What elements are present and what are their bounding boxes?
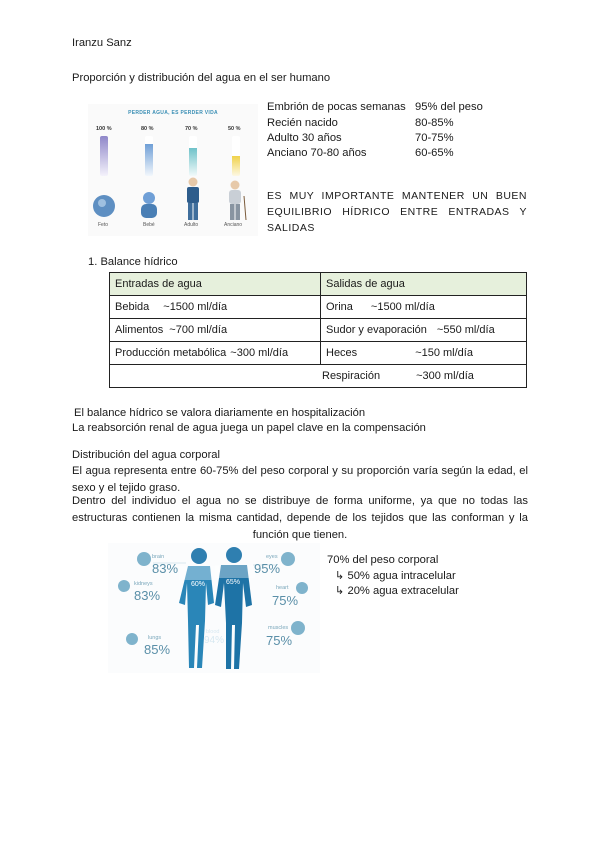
elder-figure (231, 181, 240, 190)
output-cell (110, 365, 527, 388)
output-value: ~550 ml/día (436, 324, 495, 336)
male-head (226, 547, 242, 563)
eye-icon (281, 552, 295, 566)
output-label: Orina (326, 301, 353, 313)
table-header-row (110, 273, 527, 296)
age-value-adult: 70-75% (415, 132, 454, 144)
stage-label-elder: Anciano (224, 222, 243, 228)
infographic-header: PERDER AGUA, ES PERDER VIDA (128, 110, 218, 116)
organ-value-eyes: 95% (254, 561, 281, 576)
organ-label-muscles: muscles (268, 625, 289, 631)
balance-note-1: El balance hídrico se valora diariamente en hospitalización (74, 407, 366, 419)
human-stages-figures (88, 176, 258, 222)
stage-pct-fetus: 100 % (96, 126, 112, 132)
table-row (110, 342, 527, 365)
stage-bar-fetus (100, 136, 108, 176)
water-age-infographic (88, 104, 258, 236)
stage-bar-baby (145, 136, 153, 176)
muscles-icon (291, 621, 305, 635)
female-head (191, 548, 207, 564)
table-row (110, 296, 527, 319)
distribution-title: Distribución del agua corporal (72, 449, 221, 461)
kidneys-icon (118, 580, 130, 592)
importance-note: ES MUY IMPORTANTE MANTENER UN BUEN EQUILIBRIO HÍDRICO ENTRE ENTRADAS Y SALIDAS (267, 190, 527, 234)
female-water-value: 60% (191, 581, 206, 588)
organ-label-eyes: eyes (266, 554, 278, 560)
output-value: ~1500 ml/día (370, 301, 435, 313)
stage-bar-adult (189, 136, 197, 176)
organ-water-infographic (108, 543, 320, 673)
age-value-embryo: 95% del peso (415, 101, 483, 113)
section-title: Proporción y distribución del agua en el ser humano (72, 72, 331, 84)
organ-value-lungs: 85% (144, 642, 171, 657)
output-label: Sudor y evaporación (326, 324, 427, 336)
list-item-balance: 1. Balance hídrico (88, 256, 178, 268)
table-row (110, 319, 527, 342)
balance-table (109, 272, 527, 388)
distribution-paragraph-2: Dentro del individuo el agua no se distribuye de forma uniforme, ya que no todas las estructuras contienen la misma cantidad, depende de los tejidos que las conforman y la función que tienen. (72, 495, 528, 541)
adult-figure (189, 178, 198, 187)
organ-label-heart: heart (276, 585, 289, 591)
output-label: Respiración (322, 370, 381, 382)
header-inputs: Entradas de agua (110, 273, 321, 296)
organ-value-muscles: 75% (266, 633, 293, 648)
header-outputs: Salidas de agua (321, 273, 527, 296)
author-name: Iranzu Sanz (72, 37, 132, 49)
age-stage-adult: Adulto 30 años (267, 132, 342, 144)
male-water-value: 65% (226, 579, 241, 586)
input-label: Alimentos (115, 324, 164, 336)
input-label: Producción metabólica (115, 347, 227, 359)
stage-bar-elder (232, 136, 240, 176)
age-stage-elder: Anciano 70-80 años (267, 147, 367, 159)
baby-figure (143, 192, 155, 204)
age-value-newborn: 80-85% (415, 117, 454, 129)
output-cell (321, 319, 527, 342)
organ-value-blood: 94% (204, 635, 225, 646)
distribution-paragraph-1: El agua representa entre 60-75% del peso corporal y su proporción varía según la edad, el sexo y el tejido graso. (72, 465, 528, 494)
output-value: ~300 ml/día (416, 370, 474, 382)
age-stage-newborn: Recién nacido (267, 117, 338, 129)
output-label: Heces (326, 347, 358, 359)
output-cell (321, 296, 527, 319)
stage-label-adult: Adulto (184, 222, 199, 228)
balance-note-2: La reabsorción renal de agua juega un papel clave en la compensación (72, 422, 426, 434)
organ-value-kidneys: 83% (134, 588, 161, 603)
organ-label-blood: blood (206, 629, 220, 635)
organ-label-brain: brain (152, 554, 165, 560)
body-water-extracellular: ↳ 20% agua extracelular (335, 585, 459, 597)
organ-label-kidneys: kidneys (134, 581, 153, 587)
input-value: ~300 ml/día (230, 347, 289, 359)
stage-label-fetus: Feto (98, 222, 109, 228)
table-row (110, 365, 527, 388)
input-cell (110, 342, 321, 365)
organ-value-heart: 75% (272, 593, 299, 608)
stage-pct-elder: 50 % (228, 126, 241, 132)
lungs-icon (126, 633, 138, 645)
age-stage-embryo: Embrión de pocas semanas (267, 101, 406, 113)
output-value: ~150 ml/día (415, 347, 473, 359)
input-value: ~700 ml/día (169, 324, 228, 336)
input-cell (110, 296, 321, 319)
age-value-elder: 60-65% (415, 147, 454, 159)
organ-value-brain: 83% (152, 561, 179, 576)
input-value: ~1500 ml/día (163, 301, 228, 313)
input-label: Bebida (115, 301, 150, 313)
stage-label-baby: Bebé (143, 222, 155, 228)
stage-pct-adult: 70 % (185, 126, 198, 132)
organ-label-lungs: lungs (148, 635, 162, 641)
brain-icon (137, 552, 151, 566)
body-water-intracellular: ↳ 50% agua intracelular (335, 570, 456, 582)
output-cell (321, 342, 527, 365)
input-cell (110, 319, 321, 342)
stage-pct-baby: 80 % (141, 126, 154, 132)
body-water-total: 70% del peso corporal (327, 554, 439, 566)
body-silhouettes (108, 543, 320, 673)
